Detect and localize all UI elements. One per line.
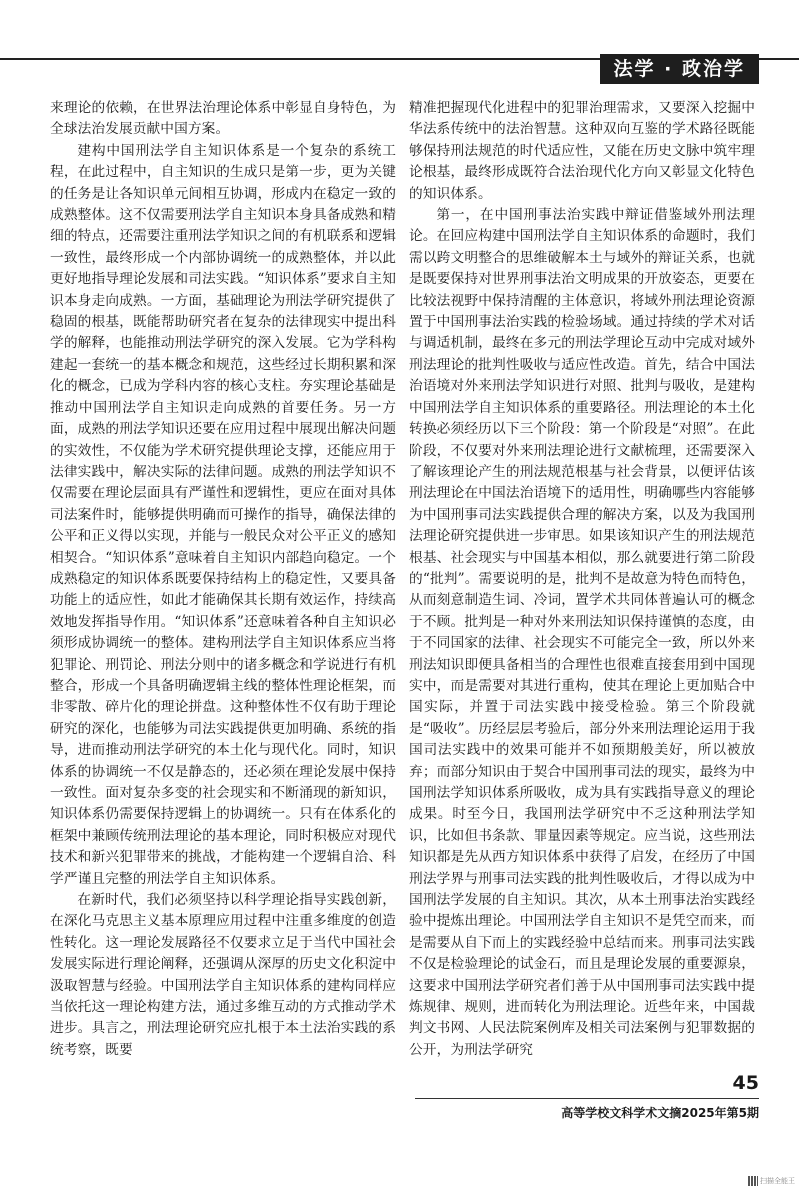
left-column — [50, 98, 396, 1068]
paragraph: 建构中国刑法学自主知识体系是一个复杂的系统工程，在此过程中，自主知识的生成只是第一步，更为关键的任务是让各知识单元间相互协调，形成内在稳定一致的成熟整体。这不仅需要刑法学自主知识本身具备成熟和精细的特点，还需要注重刑法学知识之间的有机联系和逻辑一致性，最终形成一个内部协调统一的成熟整体，并以此更好地指导理论发展和司法实践。“知识体系”要求自主知识本身走向成熟。一方面，基础理论为刑法学研究提供了稳固的根基，既能帮助研究者在复杂的法律现实中提出科学的解释，也能推动刑法学研究的深入发展。它为学科构建起一套统一的基本概念和规范，这些经过长期积累和深化的概念，已成为学科内容的核心支柱。夯实理论基础是推动中国刑法学自主知识走向成熟的首要任务。另一方面，成熟的刑法学知识还要在应用过程中展现出解决问题的实效性，不仅能为学术研究提供理论支撑，还能应用于法律实践中，解决实际的法律问题。成熟的刑法学知识不仅需要在理论层面具有严谨性和逻辑性，更应在面对具体司法案件时，能够提供明确而可操作的指导，确保法律的公平和正义得以实现，并能与一般民众对公平正义的感知相契合。“知识体系”意味着自主知识内部趋向稳定。一个成熟稳定的知识体系既要保持结构上的稳定性，又要具备功能上的适应性，如此才能确保其长期有效运作，持续高效地发挥指导作用。“知识体系”还意味着各种自主知识必须形成协调统一的整体。建构刑法学自主知识体系应当将犯罪论、刑罚论、刑法分则中的诸多概念和学说进行有机整合，形成一个具备明确逻辑主线的整体性理论框架，而非零散、碎片化的理论拼盘。这种整体性不仅有助于理论研究的深化，也能够为司法实践提供更加明确、系统的指导，进而推动刑法学研究的本土化与现代化。同时，知识体系的协调统一不仅是静态的，还必须在理论发展中保持一致性。面对复杂多变的社会现实和不断涌现的新知识，知识体系仍需要保持逻辑上的协调统一。只有在体系化的框架中兼顾传统刑法理论的基本理论，同时积极应对现代技术和新兴犯罪带来的挑战，才能构建一个逻辑自洽、科学严谨且完整的刑法学自主知识体系。 — [50, 142, 396, 887]
footer-rule — [415, 1098, 759, 1099]
article-body — [50, 98, 755, 1068]
paragraph: 来理论的依赖，在世界法治理论体系中彰显自身特色，为全球法治发展贡献中国方案。 — [50, 100, 396, 138]
section-label: 法学 · 政治学 — [600, 54, 759, 84]
right-column — [409, 98, 755, 1068]
qr-code-icon — [748, 1176, 758, 1186]
scanner-watermark — [748, 1176, 795, 1186]
page-number: 45 — [732, 1072, 759, 1094]
watermark-text: 扫描全能王 — [760, 1177, 795, 1185]
paragraph: 第一，在中国刑事法治实践中辩证借鉴域外刑法理论。在回应构建中国刑法学自主知识体系的命题时，我们需以跨文明整合的思维破解本土与域外的辩证关系，也就是既要保持对世界刑事法治文明成果的开放姿态，更要在比较法视野中保持清醒的主体意识，将域外刑法理论资源置于中国刑事法治实践的检验场域。通过持续的学术对话与调适机制，最终在多元的刑法学理论互动中完成对域外刑法理论的批判性吸收与适应性改造。首先，结合中国法治语境对外来刑法学知识进行对照、批判与吸收，是建构中国刑法学自主知识体系的重要路径。刑法理论的本土化转换必须经历以下三个阶段：第一个阶段是“对照”。在此阶段，不仅要对外来刑法理论进行文献梳理，还需要深入了解该理论产生的刑法规范根基与社会背景，以便评估该刑法理论在中国法治语境下的适用性，明确哪些内容能够为中国刑事司法实践提供合理的解决方案，以及为我国刑法理论研究提供进一步审思。如果该知识产生的刑法规范根基、社会现实与中国基本相似，那么就要进行第二阶段的“批判”。需要说明的是，批判不是故意为特色而特色，从而刻意制造生词、冷词，置学术共同体普遍认可的概念于不顾。批判是一种对外来刑法知识保持谨慎的态度，由于不同国家的法律、社会现实不可能完全一致，所以外来刑法知识即便具备相当的合理性也很难直接套用到中国现实中，而是需要对其进行重构，使其在理论上更加贴合中国实际，并置于司法实践中接受检验。第三个阶段就是“吸收”。历经层层考验后，部分外来刑法理论运用于我国司法实践中的效果可能并不如预期般美好，所以被放弃；而部分知识由于契合中国刑事司法的现实，最终为中国刑法学知识体系所吸收，成为具有实践指导意义的理论成果。时至今日，我国刑法学研究中不乏这种刑法学知识，比如但书条款、罪量因素等规定。应当说，这些刑法知识都是先从西方知识体系中获得了启发，在经历了中国刑法学界与刑事司法实践的批判性吸收后，才得以成为中国刑法学发展的自主知识。其次，从本土刑事法治实践经验中提炼出理论。中国刑法学自主知识不是凭空而来，而是需要从自下而上的实践经验中总结而来。刑事司法实践不仅是检验理论的试金石，而且是理论发展的重要源泉，这要求中国刑法学研究者们善于从中国刑事司法实践中提炼规律、规则，进而转化为刑法理论。近些年来，中国裁判文书网、人民法院案例库及相关司法案例与犯罪数据的公开，为刑法学研究 — [409, 207, 755, 1058]
journal-info: 高等学校文科学术文摘2025年第5期 — [561, 1106, 759, 1120]
paragraph: 精准把握现代化进程中的犯罪治理需求，又要深入挖掘中华法系传统中的法治智慧。这种双向互鉴的学术路径既能够保持刑法规范的时代适应性，又能在历史文脉中筑牢理论根基，最终形成既符合法治现代化方向又彰显文化特色的知识体系。 — [409, 100, 755, 202]
paragraph: 在新时代，我们必须坚持以科学理论指导实践创新，在深化马克思主义基本原理应用过程中注重多维度的创造性转化。这一理论发展路径不仅要求立足于当代中国社会发展实际进行理论阐释，还强调从深厚的历史文化积淀中汲取智慧与经验。中国刑法学自主知识体系的建构同样应当依托这一理论构建方法，通过多维互动的方式推动学术进步。具言之，刑法理论研究应扎根于本土法治实践的系统考察，既要 — [50, 892, 396, 1058]
